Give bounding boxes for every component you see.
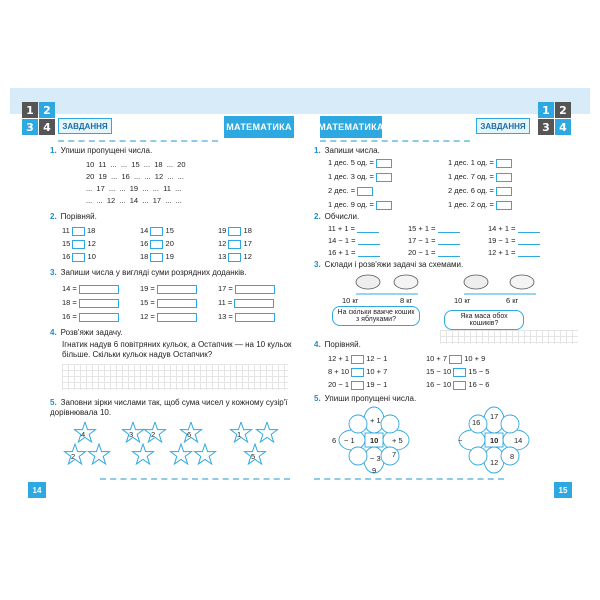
sum-row: 16 = bbox=[62, 312, 119, 322]
calc-row: 19 − 1 = bbox=[488, 236, 540, 245]
constellation-3 bbox=[171, 422, 216, 464]
weight-label: 8 кг bbox=[400, 296, 413, 305]
task-number: 3. bbox=[314, 260, 321, 269]
question-bubble: Яка маса обох кошиків? bbox=[444, 310, 524, 330]
task-text: Запиши числа. bbox=[324, 146, 380, 155]
answer-box[interactable] bbox=[157, 313, 197, 322]
sum-row: 13 = bbox=[218, 312, 275, 322]
answer-line[interactable] bbox=[357, 225, 379, 233]
weight-label: 6 кг bbox=[506, 296, 519, 305]
flower-op: + 1 bbox=[370, 416, 381, 425]
compare-row: 15 − 10 15 − 5 bbox=[426, 367, 490, 376]
cube-3: 3 bbox=[22, 119, 38, 135]
sequence-row: 20 19 ... 16 ... ... 12 ... ... bbox=[86, 172, 184, 181]
answer-box[interactable] bbox=[496, 187, 512, 196]
answer-line[interactable] bbox=[358, 249, 380, 257]
sum-row: 17 = bbox=[218, 284, 275, 294]
book-spread bbox=[0, 88, 600, 506]
task-number: 2. bbox=[50, 212, 57, 221]
star-value: 4 bbox=[81, 430, 86, 439]
page-number: 15 bbox=[554, 482, 572, 498]
task-text: Упиши пропущені числа. bbox=[60, 146, 153, 155]
compare-row: 16 20 bbox=[140, 239, 174, 248]
task-number: 1. bbox=[50, 146, 57, 155]
flower-value: 16 bbox=[472, 418, 481, 427]
constellation-2 bbox=[123, 422, 166, 464]
compare-row: 19 18 bbox=[218, 226, 252, 235]
answer-box[interactable] bbox=[234, 299, 274, 308]
cube-4: 4 bbox=[555, 119, 571, 135]
answer-line[interactable] bbox=[518, 237, 540, 245]
scheme-2 bbox=[464, 275, 536, 294]
sum-row: 19 = bbox=[140, 284, 197, 294]
compare-box[interactable] bbox=[351, 355, 364, 364]
subject-banner: МАТЕМАТИКА bbox=[320, 116, 382, 138]
star-constellations bbox=[62, 422, 288, 470]
compare-box[interactable] bbox=[351, 381, 364, 390]
cube-1: 1 bbox=[538, 102, 554, 118]
flower-value: 17 bbox=[490, 412, 499, 421]
basket-apples-icon bbox=[394, 275, 418, 289]
answer-box[interactable] bbox=[79, 299, 119, 308]
place-value-row: 1 дес. 9 од. = bbox=[328, 200, 392, 210]
answer-grid[interactable] bbox=[62, 364, 288, 390]
task-4-title bbox=[314, 340, 361, 350]
answer-box[interactable] bbox=[79, 313, 119, 322]
dashed-rule bbox=[58, 140, 218, 142]
calc-row: 14 − 1 = bbox=[328, 236, 380, 245]
flower-op: − 3 bbox=[370, 454, 381, 463]
task-2-title bbox=[314, 212, 359, 222]
task-number: 5. bbox=[50, 398, 57, 407]
flower-value: 6 bbox=[332, 436, 337, 445]
answer-line[interactable] bbox=[358, 237, 380, 245]
flower-op: + 5 bbox=[392, 436, 403, 445]
calc-row: 17 − 1 = bbox=[408, 236, 460, 245]
place-value-row: 1 дес. 1 од. = bbox=[448, 158, 512, 168]
flower-value: 7 bbox=[392, 450, 397, 459]
task-text: Заповни зірки числами так, щоб сума чисел у кожному сузір'ї дорівнювала 10. bbox=[50, 398, 288, 417]
answer-box[interactable] bbox=[235, 313, 275, 322]
flower-value: 14 bbox=[514, 436, 523, 445]
place-value-row: 1 дес. 2 од. = bbox=[448, 200, 512, 210]
flower-value: 12 bbox=[490, 458, 499, 467]
sequence-row: ... ... 12 ... 14 ... 17 ... ... bbox=[86, 196, 182, 205]
task-number: 1. bbox=[314, 146, 321, 155]
compare-row: 18 19 bbox=[140, 252, 174, 261]
compare-box[interactable] bbox=[351, 368, 364, 377]
compare-row: 14 15 bbox=[140, 226, 174, 235]
answer-grid[interactable] bbox=[440, 330, 578, 344]
task-4-title bbox=[50, 328, 122, 338]
task-3-title bbox=[50, 268, 246, 278]
basket-apples-icon bbox=[510, 275, 534, 289]
sequence-row: ... 17 ... ... 19 ... ... 11 ... bbox=[86, 184, 182, 193]
page-number: 14 bbox=[28, 482, 46, 498]
task-5-title bbox=[314, 394, 416, 404]
number-cubes-logo bbox=[22, 102, 56, 136]
answer-line[interactable] bbox=[518, 225, 540, 233]
problem-text: Ігнатик надув 6 повітряних кульок, а Остапчик — на 10 кульок більше. Скільки кульок надув Остапчик? bbox=[62, 340, 292, 359]
number-cubes-logo bbox=[538, 102, 572, 136]
compare-row: 8 + 10 10 + 7 bbox=[328, 367, 388, 376]
compare-row: 12 + 1 12 − 1 bbox=[328, 354, 388, 363]
calc-row: 11 + 1 = bbox=[328, 224, 379, 233]
compare-row: 16 10 bbox=[62, 252, 96, 261]
task-number: 5. bbox=[314, 394, 321, 403]
task-text: Склади і розв'яжи задачі за схемами. bbox=[324, 260, 464, 269]
answer-box[interactable] bbox=[496, 159, 512, 168]
question-bubble: На скільки важче кошик з яблуками? bbox=[332, 306, 420, 326]
task-number: 4. bbox=[50, 328, 57, 337]
sum-row: 14 = bbox=[62, 284, 119, 294]
task-text: Запиши числа у вигляді суми розрядних доданків. bbox=[60, 268, 247, 277]
left-page bbox=[10, 88, 300, 506]
compare-row: 16 − 10 16 − 6 bbox=[426, 380, 490, 389]
basket-icon bbox=[356, 275, 380, 289]
task-text: Порівняй. bbox=[324, 340, 361, 349]
answer-box[interactable] bbox=[157, 285, 197, 294]
answer-box[interactable] bbox=[496, 173, 512, 182]
calc-row: 20 − 1 = bbox=[408, 248, 460, 257]
flower-value: 9 bbox=[372, 466, 377, 475]
answer-line[interactable] bbox=[518, 249, 540, 257]
basket-icon bbox=[464, 275, 488, 289]
compare-row: 13 12 bbox=[218, 252, 252, 261]
compare-box[interactable] bbox=[72, 240, 85, 249]
sum-row: 11 = bbox=[218, 298, 274, 308]
place-value-row: 1 дес. 5 од. = bbox=[328, 158, 392, 168]
task-1-title bbox=[314, 146, 380, 156]
calc-row: 16 + 1 = bbox=[328, 248, 380, 257]
answer-box[interactable] bbox=[235, 285, 275, 294]
answer-line[interactable] bbox=[438, 225, 460, 233]
calc-row: 14 + 1 = bbox=[488, 224, 540, 233]
star-value: 2 bbox=[151, 430, 156, 439]
compare-box[interactable] bbox=[228, 240, 241, 249]
star-value: 2 bbox=[71, 452, 76, 461]
task-number: 4. bbox=[314, 340, 321, 349]
place-value-row: 1 дес. 7 од. = bbox=[448, 172, 512, 182]
place-value-row: 2 дес. = bbox=[328, 186, 373, 196]
number-flowers bbox=[324, 406, 564, 474]
right-page bbox=[300, 88, 590, 506]
basket-schemes bbox=[326, 272, 576, 306]
compare-box[interactable] bbox=[453, 381, 466, 390]
cube-1: 1 bbox=[22, 102, 38, 118]
answer-box[interactable] bbox=[376, 173, 392, 182]
compare-row: 10 + 7 10 + 9 bbox=[426, 354, 486, 363]
flower-value: 8 bbox=[510, 452, 515, 461]
answer-box[interactable] bbox=[357, 187, 373, 196]
weight-label: 10 кг bbox=[342, 296, 359, 305]
answer-box[interactable] bbox=[79, 285, 119, 294]
answer-box[interactable] bbox=[157, 299, 197, 308]
task-5-title bbox=[50, 398, 290, 418]
cube-2: 2 bbox=[555, 102, 571, 118]
compare-box[interactable] bbox=[150, 240, 163, 249]
compare-box[interactable] bbox=[453, 368, 466, 377]
task-number: 3. bbox=[50, 268, 57, 277]
task-3-title bbox=[314, 260, 463, 270]
place-value-row: 1 дес. 3 од. = bbox=[328, 172, 392, 182]
sum-row: 12 = bbox=[140, 312, 197, 322]
flower-center: 10 bbox=[370, 436, 379, 445]
compare-row: 15 12 bbox=[62, 239, 96, 248]
answer-line[interactable] bbox=[438, 249, 460, 257]
task-2-title bbox=[50, 212, 97, 222]
answer-line[interactable] bbox=[438, 237, 460, 245]
star-value: 5 bbox=[251, 452, 256, 461]
footer-rule bbox=[100, 478, 290, 480]
task-text: Обчисли. bbox=[324, 212, 360, 221]
calc-row: 15 + 1 = bbox=[408, 224, 460, 233]
footer-rule bbox=[314, 478, 504, 480]
compare-box[interactable] bbox=[449, 355, 462, 364]
compare-box[interactable] bbox=[150, 227, 163, 236]
dashed-rule bbox=[320, 140, 470, 142]
answer-box[interactable] bbox=[376, 201, 392, 210]
cube-4: 4 bbox=[39, 119, 55, 135]
subject-banner: МАТЕМАТИКА bbox=[224, 116, 294, 138]
compare-row: 12 17 bbox=[218, 239, 252, 248]
task-text: Розв'яжи задачу. bbox=[60, 328, 123, 337]
star-value: 6 bbox=[187, 430, 192, 439]
task-tag: ЗАВДАННЯ bbox=[476, 118, 530, 134]
task-1-title bbox=[50, 146, 152, 156]
cube-3: 3 bbox=[538, 119, 554, 135]
compare-row: 11 18 bbox=[62, 226, 96, 235]
compare-box[interactable] bbox=[228, 253, 241, 262]
compare-box[interactable] bbox=[72, 227, 85, 236]
cube-2: 2 bbox=[39, 102, 55, 118]
task-tag: ЗАВДАННЯ bbox=[58, 118, 112, 134]
place-value-row: 2 дес. 6 од. = bbox=[448, 186, 512, 196]
weight-label: 10 кг bbox=[454, 296, 471, 305]
sum-row: 15 = bbox=[140, 298, 197, 308]
answer-box[interactable] bbox=[496, 201, 512, 210]
sum-row: 18 = bbox=[62, 298, 119, 308]
task-text: Порівняй. bbox=[60, 212, 97, 221]
sequence-row: 10 11 ... ... 15 ... 18 ... 20 bbox=[86, 160, 186, 169]
flower-op: − 1 bbox=[344, 436, 355, 445]
star-value: 3 bbox=[129, 430, 134, 439]
compare-row: 20 − 1 19 − 1 bbox=[328, 380, 388, 389]
task-text: Упиши пропущені числа. bbox=[324, 394, 417, 403]
scheme-1 bbox=[356, 275, 418, 294]
task-number: 2. bbox=[314, 212, 321, 221]
compare-box[interactable] bbox=[228, 227, 241, 236]
compare-box[interactable] bbox=[150, 253, 163, 262]
flower-center: 10 bbox=[490, 436, 499, 445]
calc-row: 12 + 1 = bbox=[488, 248, 540, 257]
flower-op: − bbox=[458, 436, 463, 445]
star-value: 1 bbox=[237, 430, 242, 439]
compare-box[interactable] bbox=[72, 253, 85, 262]
answer-box[interactable] bbox=[376, 159, 392, 168]
